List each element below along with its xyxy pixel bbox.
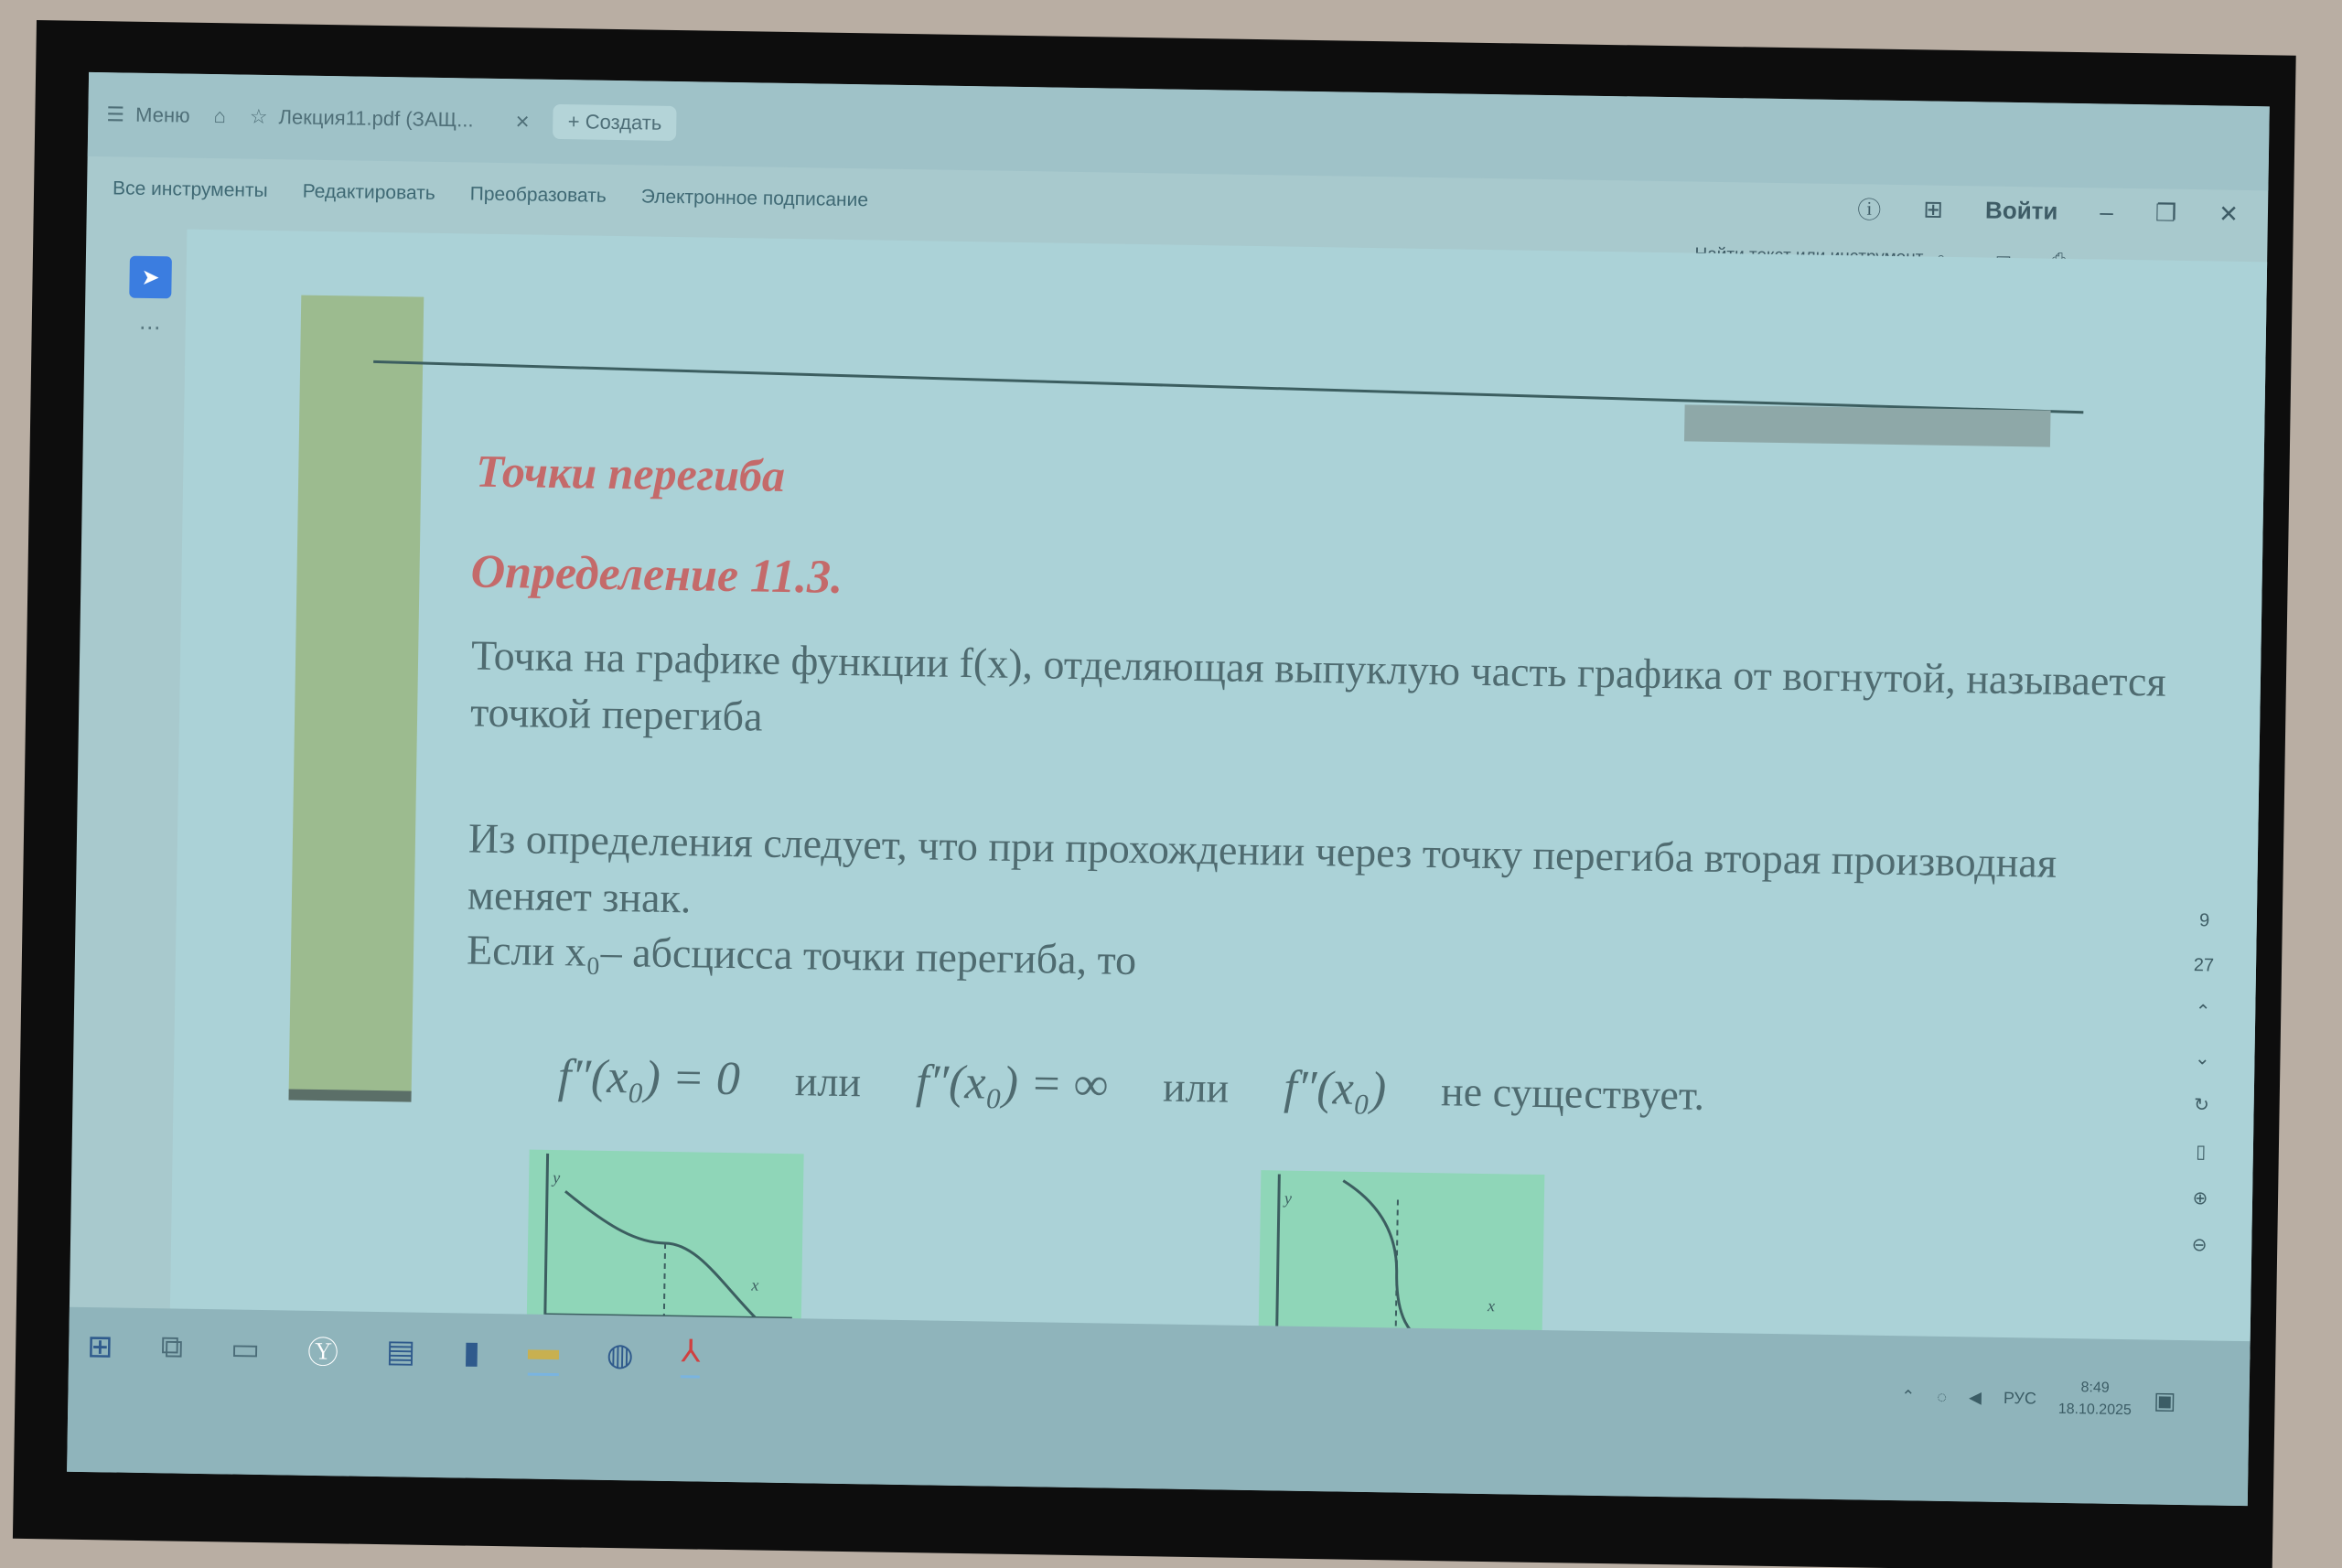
left-tool-rail bbox=[121, 256, 179, 376]
menu-edit[interactable]: Редактировать bbox=[302, 180, 435, 204]
slide-header-bar bbox=[1684, 404, 2051, 446]
condition-text: Если x₀– абсцисса точки перегиба, то bbox=[466, 926, 1137, 984]
definition-heading: Определение 11.3. bbox=[470, 545, 843, 604]
browser-icon[interactable]: Ⓨ bbox=[306, 1335, 339, 1371]
graph1-x-label: x bbox=[751, 1275, 759, 1294]
windows-icon[interactable]: ⊞ bbox=[86, 1328, 114, 1364]
menu-label: Меню bbox=[134, 102, 190, 127]
slide-decor-bar bbox=[289, 295, 424, 1093]
screen bbox=[67, 72, 2270, 1506]
tab-title: Лекция11.pdf (ЗАЩ... bbox=[278, 105, 474, 132]
refresh-icon[interactable]: ↻ bbox=[2193, 1095, 2210, 1116]
graph1-y-label: y bbox=[553, 1168, 561, 1187]
notepad-icon[interactable]: ▮ bbox=[462, 1335, 481, 1370]
app-icon[interactable]: ◍ bbox=[606, 1337, 634, 1372]
clock[interactable] bbox=[2058, 1377, 2133, 1422]
menu-button[interactable] bbox=[106, 102, 190, 127]
maximize-icon[interactable]: ❐ bbox=[2154, 199, 2177, 227]
or-word-2: или bbox=[1162, 1063, 1230, 1112]
help-icon[interactable]: ⓘ bbox=[1857, 196, 1882, 224]
minimize-icon[interactable]: – bbox=[2100, 198, 2114, 226]
document-page bbox=[170, 230, 2270, 1360]
menu-icon: ☰ bbox=[106, 102, 125, 126]
total-pages: 27 bbox=[2193, 955, 2215, 976]
formula-infinity: f″(x₀) = ∞ bbox=[915, 1056, 1109, 1112]
tab-document[interactable] bbox=[250, 102, 530, 135]
star-icon[interactable]: ☆ bbox=[249, 104, 268, 128]
chevron-up-icon[interactable]: ⌃ bbox=[2195, 1002, 2211, 1023]
files-icon[interactable]: ▤ bbox=[385, 1333, 416, 1369]
taskbar-apps bbox=[87, 1324, 701, 1379]
signin-button[interactable]: Войти bbox=[1984, 196, 2058, 225]
consequence-text: Из определения следует, что при прохождении через точку перегиба вторая производная меняет знак. bbox=[467, 814, 2057, 922]
volume-icon[interactable]: ◀︎ bbox=[1968, 1387, 1982, 1407]
notification-icon[interactable]: ▣ bbox=[2153, 1386, 2176, 1414]
formula-zero: f″(x₀) = 0 bbox=[557, 1050, 741, 1106]
zoom-out-icon[interactable]: ⊖ bbox=[2191, 1235, 2208, 1256]
menu-all-tools[interactable]: Все инструменты bbox=[112, 177, 268, 201]
zoom-in-icon[interactable]: ⊕ bbox=[2192, 1188, 2208, 1209]
tray-chevron-icon[interactable]: ⌃ bbox=[1901, 1386, 1916, 1405]
clock-date: 18.10.2025 bbox=[2057, 1401, 2132, 1419]
close-window-icon[interactable]: ✕ bbox=[2218, 199, 2240, 228]
menu-esign[interactable]: Электронное подписание bbox=[640, 186, 869, 211]
definition-text: Точка на графике функции f(x), отделяющая выпуклую часть графика от вогнутой, называется точкой перегиба bbox=[469, 631, 2167, 740]
slide-title: Точки перегиба bbox=[475, 445, 786, 501]
plus-icon: + bbox=[567, 110, 586, 134]
graph2-x-label: x bbox=[1487, 1296, 1496, 1316]
monitor-frame bbox=[13, 20, 2296, 1568]
chevron-down-icon[interactable]: ⌄ bbox=[2194, 1048, 2210, 1069]
or-word-1: или bbox=[794, 1058, 862, 1106]
system-tray bbox=[1901, 1374, 2176, 1423]
language-indicator[interactable]: РУС bbox=[2003, 1388, 2037, 1408]
more-tools-icon[interactable]: ⋯ bbox=[138, 315, 161, 341]
formula-undefined: f″(x₀) bbox=[1283, 1061, 1387, 1116]
taskbar bbox=[67, 1307, 2251, 1506]
slide-header-line bbox=[373, 360, 2083, 413]
close-icon[interactable]: × bbox=[515, 106, 530, 134]
menu-convert[interactable]: Преобразовать bbox=[469, 183, 607, 207]
slide-decor-base bbox=[288, 1089, 411, 1101]
window-controls bbox=[1857, 191, 2239, 231]
new-tab-button[interactable] bbox=[553, 104, 676, 141]
apps-icon[interactable]: ⊞ bbox=[1923, 195, 1944, 223]
new-tab-label: Создать bbox=[585, 110, 662, 134]
graph2-y-label: y bbox=[1284, 1188, 1293, 1208]
clock-time: 8:49 bbox=[2080, 1380, 2110, 1396]
network-icon[interactable]: ◌ bbox=[1937, 1387, 1948, 1406]
task-view-icon[interactable]: ⧉ bbox=[160, 1329, 184, 1365]
not-exist-text: не существует. bbox=[1440, 1068, 1705, 1119]
current-page[interactable]: 9 bbox=[2198, 910, 2210, 931]
folder-icon[interactable]: ▬ bbox=[528, 1331, 560, 1376]
keyboard-icon[interactable]: ▭ bbox=[230, 1331, 261, 1367]
home-icon[interactable]: ⌂ bbox=[213, 104, 227, 128]
acrobat-icon[interactable]: ⅄ bbox=[681, 1333, 701, 1378]
select-tool-button[interactable]: ➤ bbox=[129, 256, 172, 299]
formula-row bbox=[557, 1049, 1704, 1122]
page-icon[interactable]: ▯ bbox=[2196, 1142, 2207, 1163]
